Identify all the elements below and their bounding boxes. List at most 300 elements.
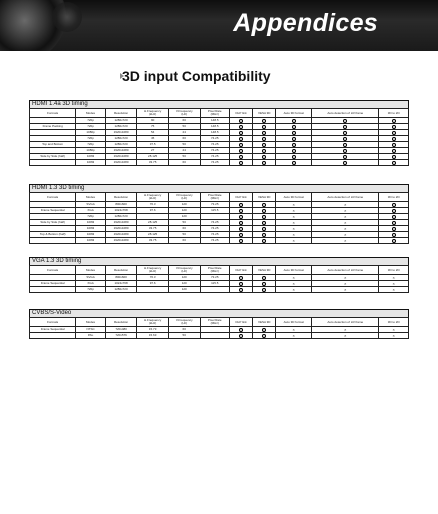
support-cell	[276, 160, 312, 166]
not-supported-x-icon: ×	[392, 280, 395, 286]
resolution-cell: 1920x1080	[105, 154, 137, 160]
not-supported-x-icon: ×	[292, 225, 295, 231]
column-header	[229, 266, 252, 275]
column-header	[253, 318, 276, 327]
mode-cell: SVGA	[76, 202, 105, 208]
column-header-label: Pixel Rate	[207, 109, 222, 113]
supported-circle-icon	[392, 161, 396, 165]
support-cell	[229, 333, 252, 339]
supported-circle-icon	[343, 149, 347, 153]
h-frequency-cell: 15.63	[137, 333, 169, 339]
resolution-cell: 720x480	[105, 327, 137, 333]
column-header-label: Auto 3D format	[283, 110, 304, 115]
resolution-cell: 1280x720	[105, 287, 137, 293]
resolution-cell: 1280x720	[105, 142, 137, 148]
column-header-label: Auto detection of LR frame	[327, 267, 364, 272]
h-frequency-cell: 90	[137, 118, 169, 124]
support-cell	[276, 333, 312, 339]
h-frequency-cell: 28.125	[137, 220, 169, 226]
column-header	[76, 318, 105, 327]
support-cell	[253, 333, 276, 339]
column-unit: (kHz)	[149, 269, 157, 273]
format-cell	[30, 160, 76, 166]
h-frequency-cell: 97.6	[137, 281, 169, 287]
table-title: HDMI 1.4a 3D timing	[29, 100, 409, 108]
column-header	[168, 318, 200, 327]
supported-circle-icon	[392, 227, 396, 231]
column-header	[229, 109, 252, 118]
supported-circle-icon	[262, 227, 266, 231]
v-frequency-cell: 24	[168, 148, 200, 154]
support-cell	[312, 287, 379, 293]
supported-circle-icon	[262, 161, 266, 165]
not-supported-x-icon: ×	[344, 286, 347, 292]
v-frequency-cell: 50	[168, 154, 200, 160]
not-supported-x-icon: ×	[392, 326, 395, 332]
h-frequency-cell: 33.75	[137, 226, 169, 232]
supported-circle-icon	[239, 276, 243, 280]
supported-circle-icon	[239, 328, 243, 332]
column-header-label: Formats	[47, 194, 59, 199]
support-cell	[379, 333, 409, 339]
pixel-rate-cell: 74.25	[200, 142, 229, 148]
column-header-label: 3D to 2D	[387, 194, 400, 199]
mode-cell: 1080i	[76, 220, 105, 226]
supported-circle-icon	[262, 137, 266, 141]
pixel-rate-cell: 115.5	[200, 208, 229, 214]
format-cell: Side by Side (half)	[30, 220, 76, 226]
supported-circle-icon	[292, 131, 296, 135]
projector-lens-detail	[52, 2, 82, 32]
mode-cell: 720p	[76, 287, 105, 293]
supported-circle-icon	[262, 221, 266, 225]
support-cell	[379, 238, 409, 244]
hdmi-13-section	[29, 184, 409, 244]
column-header-label: Resolution	[113, 267, 129, 272]
column-header-label: V.Frequency	[175, 109, 193, 113]
table-row	[30, 238, 409, 244]
column-header	[76, 109, 105, 118]
h-frequency-cell: 15.73	[137, 327, 169, 333]
mode-cell: 1080i	[76, 226, 105, 232]
resolution-cell: 800x600	[105, 275, 137, 281]
mode-cell: PAL	[76, 333, 105, 339]
column-header	[276, 109, 312, 118]
column-header-label: Formats	[47, 267, 59, 272]
header-row	[30, 109, 409, 118]
column-unit: (Hz)	[181, 269, 188, 273]
column-header-label: DLP link	[235, 319, 247, 324]
resolution-cell: 1280x720	[105, 118, 137, 124]
not-supported-x-icon: ×	[344, 280, 347, 286]
column-header	[168, 266, 200, 275]
supported-circle-icon	[262, 288, 266, 292]
column-unit: (MHz)	[210, 112, 219, 116]
support-cell	[312, 160, 379, 166]
column-unit: (Hz)	[181, 112, 188, 116]
mode-cell: 1080i	[76, 160, 105, 166]
v-frequency-cell: 120	[168, 275, 200, 281]
supported-circle-icon	[262, 276, 266, 280]
supported-circle-icon	[392, 203, 396, 207]
column-unit: (MHz)	[210, 321, 219, 325]
resolution-cell: 1024x768	[105, 208, 137, 214]
supported-circle-icon	[239, 155, 243, 159]
resolution-cell: 1280x720	[105, 136, 137, 142]
column-unit: (kHz)	[149, 321, 157, 325]
column-header	[137, 318, 169, 327]
not-supported-x-icon: ×	[292, 219, 295, 225]
pixel-rate-cell: 73.25	[200, 202, 229, 208]
column-header	[76, 266, 105, 275]
mode-cell: NTSC	[76, 327, 105, 333]
table-row	[30, 160, 409, 166]
v-frequency-cell: 60	[168, 238, 200, 244]
resolution-cell: 1920x1080	[105, 232, 137, 238]
supported-circle-icon	[343, 161, 347, 165]
column-unit: (Hz)	[181, 196, 188, 200]
pixel-rate-cell: 74.25	[200, 154, 229, 160]
not-supported-x-icon: ×	[344, 219, 347, 225]
mode-cell: 1080i	[76, 238, 105, 244]
supported-circle-icon	[262, 215, 266, 219]
pixel-rate-cell: 74.25	[200, 238, 229, 244]
column-header	[253, 266, 276, 275]
v-frequency-cell: 24	[168, 130, 200, 136]
not-supported-x-icon: ×	[292, 332, 295, 338]
column-header	[30, 109, 76, 118]
supported-circle-icon	[262, 149, 266, 153]
resolution-cell: 1920x1080	[105, 226, 137, 232]
support-cell	[253, 160, 276, 166]
resolution-cell: 1280x720	[105, 124, 137, 130]
supported-circle-icon	[239, 227, 243, 231]
supported-circle-icon	[239, 143, 243, 147]
not-supported-x-icon: ×	[344, 326, 347, 332]
column-header-label: H.Frequency	[144, 318, 162, 322]
supported-circle-icon	[262, 203, 266, 207]
column-header	[137, 266, 169, 275]
column-header-label: V.Frequency	[175, 318, 193, 322]
column-header	[137, 193, 169, 202]
supported-circle-icon	[262, 233, 266, 237]
column-header	[30, 193, 76, 202]
h-frequency-cell: 28.125	[137, 232, 169, 238]
column-header-label: Auto detection of LR frame	[327, 319, 364, 324]
column-header-label: Modes	[86, 267, 96, 272]
pixel-rate-cell: 74.25	[200, 220, 229, 226]
column-header-label: 3D to 2D	[387, 267, 400, 272]
supported-circle-icon	[343, 155, 347, 159]
supported-circle-icon	[292, 149, 296, 153]
supported-circle-icon	[239, 334, 243, 338]
not-supported-x-icon: ×	[392, 274, 395, 280]
resolution-cell: 1024x768	[105, 281, 137, 287]
supported-circle-icon	[239, 221, 243, 225]
column-header-label: Auto detection of LR frame	[327, 194, 364, 199]
supported-circle-icon	[343, 119, 347, 123]
supported-circle-icon	[262, 328, 266, 332]
column-header-label: Resolution	[113, 194, 129, 199]
supported-circle-icon	[343, 143, 347, 147]
column-header-label: Modes	[86, 194, 96, 199]
column-header-label: Auto detection of LR frame	[327, 110, 364, 115]
resolution-cell: 1920x1080	[105, 148, 137, 154]
mode-cell: 720p	[76, 142, 105, 148]
resolution-cell: 720x576	[105, 333, 137, 339]
pixel-rate-cell: 148.5	[200, 124, 229, 130]
supported-circle-icon	[392, 143, 396, 147]
pixel-rate-cell: 148.5	[200, 118, 229, 124]
column-unit: (kHz)	[149, 112, 157, 116]
supported-circle-icon	[262, 155, 266, 159]
header-row	[30, 193, 409, 202]
mode-cell: XGA	[76, 281, 105, 287]
v-frequency-cell: 60	[168, 118, 200, 124]
support-cell	[276, 287, 312, 293]
column-header-label: Pixel Rate	[207, 318, 222, 322]
column-header	[105, 193, 137, 202]
resolution-cell: 800x600	[105, 202, 137, 208]
resolution-cell: 1920x1080	[105, 160, 137, 166]
v-frequency-cell: 50	[168, 220, 200, 226]
supported-circle-icon	[392, 149, 396, 153]
column-header-label: Resolution	[113, 110, 129, 115]
support-cell	[312, 333, 379, 339]
not-supported-x-icon: ×	[344, 207, 347, 213]
column-header	[276, 318, 312, 327]
table-title: CVBS/S-Video	[29, 309, 409, 317]
supported-circle-icon	[239, 209, 243, 213]
format-cell	[30, 287, 76, 293]
v-frequency-cell: 120	[168, 208, 200, 214]
compat-table	[29, 265, 409, 293]
support-cell	[229, 160, 252, 166]
not-supported-x-icon: ×	[392, 332, 395, 338]
supported-circle-icon	[343, 131, 347, 135]
not-supported-x-icon: ×	[292, 231, 295, 237]
h-frequency-cell: 76.3	[137, 202, 169, 208]
column-header-label: Formats	[47, 319, 59, 324]
section-heading: 3D input Compatibility	[122, 68, 271, 84]
supported-circle-icon	[262, 239, 266, 243]
not-supported-x-icon: ×	[292, 213, 295, 219]
v-frequency-cell: 120	[168, 287, 200, 293]
not-supported-x-icon: ×	[292, 237, 295, 243]
column-unit: (kHz)	[149, 196, 157, 200]
v-frequency-cell: 50	[168, 142, 200, 148]
compat-table	[29, 108, 409, 166]
h-frequency-cell: 75	[137, 124, 169, 130]
column-unit: (Hz)	[181, 321, 188, 325]
not-supported-x-icon: ×	[292, 280, 295, 286]
column-header	[229, 318, 252, 327]
h-frequency-cell: 37.5	[137, 142, 169, 148]
format-cell: Top & Bottom (half)	[30, 232, 76, 238]
column-header-label: V.Frequency	[175, 266, 193, 270]
not-supported-x-icon: ×	[344, 332, 347, 338]
column-header	[105, 109, 137, 118]
format-cell	[30, 238, 76, 244]
supported-circle-icon	[392, 137, 396, 141]
column-header-label: 3D to 2D	[387, 319, 400, 324]
mode-cell: 720p	[76, 118, 105, 124]
not-supported-x-icon: ×	[344, 201, 347, 207]
column-header-label: VESA 3D	[257, 319, 271, 324]
format-cell: Side by Side (half)	[30, 154, 76, 160]
v-frequency-cell: 60	[168, 136, 200, 142]
supported-circle-icon	[262, 119, 266, 123]
not-supported-x-icon: ×	[344, 225, 347, 231]
column-header-label: Modes	[86, 110, 96, 115]
supported-circle-icon	[262, 125, 266, 129]
format-cell	[30, 333, 76, 339]
format-cell: Frame Packing	[30, 124, 76, 130]
column-header	[200, 193, 229, 202]
supported-circle-icon	[343, 125, 347, 129]
h-frequency-cell	[137, 287, 169, 293]
column-header	[105, 318, 137, 327]
supported-circle-icon	[239, 282, 243, 286]
v-frequency-cell: 120	[168, 202, 200, 208]
pixel-rate-cell: 115.5	[200, 281, 229, 287]
pixel-rate-cell	[200, 287, 229, 293]
column-header	[200, 109, 229, 118]
compat-table	[29, 192, 409, 244]
column-header	[30, 318, 76, 327]
supported-circle-icon	[292, 119, 296, 123]
v-frequency-cell: 120	[168, 281, 200, 287]
h-frequency-cell: 28.125	[137, 154, 169, 160]
not-supported-x-icon: ×	[392, 286, 395, 292]
mode-cell: 720p	[76, 136, 105, 142]
column-header-label: Modes	[86, 319, 96, 324]
supported-circle-icon	[262, 131, 266, 135]
mode-cell: 720p	[76, 214, 105, 220]
support-cell	[253, 238, 276, 244]
column-header	[137, 109, 169, 118]
supported-circle-icon	[239, 161, 243, 165]
column-header-label: DLP link	[235, 110, 247, 115]
column-unit: (MHz)	[210, 196, 219, 200]
column-header-label: H.Frequency	[144, 266, 162, 270]
pixel-rate-cell	[200, 333, 229, 339]
h-frequency-cell: 97.6	[137, 208, 169, 214]
column-header	[379, 193, 409, 202]
supported-circle-icon	[239, 288, 243, 292]
pixel-rate-cell: 73.25	[200, 275, 229, 281]
column-header	[253, 109, 276, 118]
mode-cell: XGA	[76, 208, 105, 214]
supported-circle-icon	[392, 131, 396, 135]
column-header-label: Auto 3D format	[283, 319, 304, 324]
not-supported-x-icon: ×	[344, 231, 347, 237]
v-frequency-cell: 60	[168, 327, 200, 333]
v-frequency-cell: 60	[168, 226, 200, 232]
supported-circle-icon	[292, 155, 296, 159]
column-unit: (MHz)	[210, 269, 219, 273]
h-frequency-cell: 45	[137, 136, 169, 142]
resolution-cell: 1920x1080	[105, 238, 137, 244]
supported-circle-icon	[239, 119, 243, 123]
supported-circle-icon	[262, 282, 266, 286]
column-header	[379, 266, 409, 275]
supported-circle-icon	[239, 233, 243, 237]
column-header-label: VESA 3D	[257, 110, 271, 115]
supported-circle-icon	[262, 143, 266, 147]
supported-circle-icon	[392, 155, 396, 159]
column-header	[276, 193, 312, 202]
table-title: VGA 1.3 3D timing	[29, 257, 409, 265]
not-supported-x-icon: ×	[292, 286, 295, 292]
not-supported-x-icon: ×	[292, 274, 295, 280]
column-header-label: DLP link	[235, 267, 247, 272]
supported-circle-icon	[262, 334, 266, 338]
h-frequency-cell: 33.75	[137, 160, 169, 166]
resolution-cell: 1920x1080	[105, 220, 137, 226]
column-header-label: DLP link	[235, 194, 247, 199]
column-header	[312, 266, 379, 275]
support-cell	[312, 238, 379, 244]
column-header	[229, 193, 252, 202]
pixel-rate-cell: 74.25	[200, 160, 229, 166]
column-header	[168, 193, 200, 202]
column-header-label: 3D to 2D	[387, 110, 400, 115]
not-supported-x-icon: ×	[292, 201, 295, 207]
pixel-rate-cell: 74.25	[200, 148, 229, 154]
pixel-rate-cell: 74.25	[200, 226, 229, 232]
column-header	[30, 266, 76, 275]
compat-table	[29, 317, 409, 339]
header-row	[30, 318, 409, 327]
not-supported-x-icon: ×	[344, 213, 347, 219]
mode-cell: 1080i	[76, 154, 105, 160]
banner-title: Appendices	[233, 9, 378, 37]
h-frequency-cell: 27	[137, 148, 169, 154]
v-frequency-cell: 50	[168, 333, 200, 339]
column-header	[200, 266, 229, 275]
h-frequency-cell: 33.75	[137, 238, 169, 244]
column-header	[168, 109, 200, 118]
supported-circle-icon	[392, 209, 396, 213]
column-header-label: VESA 3D	[257, 194, 271, 199]
column-header	[276, 266, 312, 275]
support-cell	[253, 287, 276, 293]
mode-cell: 1080i	[76, 232, 105, 238]
column-header	[76, 193, 105, 202]
mode-cell: 1080p	[76, 130, 105, 136]
support-cell	[379, 287, 409, 293]
format-cell: Frame Sequential	[30, 327, 76, 333]
column-header	[379, 109, 409, 118]
not-supported-x-icon: ×	[292, 207, 295, 213]
support-cell	[229, 238, 252, 244]
supported-circle-icon	[392, 239, 396, 243]
column-header-label: Pixel Rate	[207, 266, 222, 270]
hdmi-14a-section	[29, 100, 409, 166]
column-header-label: V.Frequency	[175, 193, 193, 197]
format-cell: Frame Sequential	[30, 208, 76, 214]
pixel-rate-cell: 74.25	[200, 136, 229, 142]
mode-cell: SVGA	[76, 275, 105, 281]
header-row	[30, 266, 409, 275]
column-header-label: Resolution	[113, 319, 129, 324]
mode-cell: 720p	[76, 124, 105, 130]
cvbs-svideo-section	[29, 309, 409, 339]
supported-circle-icon	[392, 221, 396, 225]
mode-cell: 1080p	[76, 148, 105, 154]
v-frequency-cell: 50	[168, 124, 200, 130]
